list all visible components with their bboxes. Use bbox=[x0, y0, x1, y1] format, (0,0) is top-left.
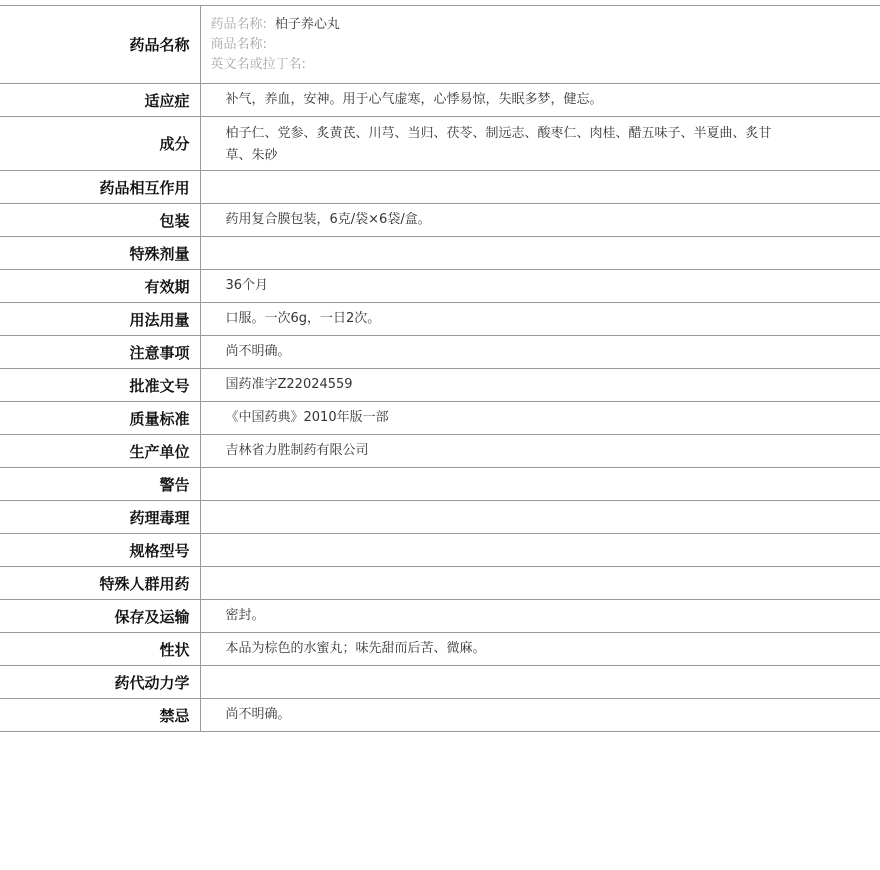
latin-name-line bbox=[211, 55, 880, 75]
row-value bbox=[200, 534, 880, 567]
row-value: 尚不明确。 bbox=[200, 336, 880, 369]
row-label: 规格型号 bbox=[0, 534, 200, 567]
row-label: 特殊人群用药 bbox=[0, 567, 200, 600]
row-storage bbox=[0, 600, 880, 633]
row-contraindications bbox=[0, 699, 880, 732]
row-indications bbox=[0, 84, 880, 117]
row-label: 成分 bbox=[0, 117, 200, 171]
row-value bbox=[200, 567, 880, 600]
row-approval-number bbox=[0, 369, 880, 402]
row-value: 本品为棕色的水蜜丸；味先甜而后苦、微麻。 bbox=[200, 633, 880, 666]
row-precautions bbox=[0, 336, 880, 369]
row-quality-standard bbox=[0, 402, 880, 435]
drug-names-row bbox=[0, 6, 880, 84]
row-shelf-life bbox=[0, 270, 880, 303]
row-value: 《中国药典》2010年版一部 bbox=[200, 402, 880, 435]
row-value: 口服。一次6g，一日2次。 bbox=[200, 303, 880, 336]
drug-info-table bbox=[0, 5, 880, 732]
row-specification bbox=[0, 534, 880, 567]
row-warning bbox=[0, 468, 880, 501]
row-label: 保存及运输 bbox=[0, 600, 200, 633]
row-value: 药用复合膜包装，6克/袋×6袋/盒。 bbox=[200, 204, 880, 237]
row-value: 吉林省力胜制药有限公司 bbox=[200, 435, 880, 468]
row-label: 特殊剂量 bbox=[0, 237, 200, 270]
row-manufacturer bbox=[0, 435, 880, 468]
row-value bbox=[200, 501, 880, 534]
row-pharmacology bbox=[0, 501, 880, 534]
latin-name-key: 英文名或拉丁名: bbox=[210, 56, 306, 72]
row-dosage bbox=[0, 303, 880, 336]
drug-names-cell bbox=[200, 6, 880, 84]
row-value bbox=[200, 171, 880, 204]
row-value: 尚不明确。 bbox=[200, 699, 880, 732]
row-pharmacokinetics bbox=[0, 666, 880, 699]
row-value bbox=[200, 237, 880, 270]
trade-name-line bbox=[211, 35, 880, 55]
row-value bbox=[200, 666, 880, 699]
row-label: 批准文号 bbox=[0, 369, 200, 402]
row-label: 注意事项 bbox=[0, 336, 200, 369]
row-value bbox=[200, 117, 880, 171]
row-ingredients bbox=[0, 117, 880, 171]
row-label: 药品相互作用 bbox=[0, 171, 200, 204]
row-label: 药代动力学 bbox=[0, 666, 200, 699]
row-value: 国药准字Z22024559 bbox=[200, 369, 880, 402]
row-description bbox=[0, 633, 880, 666]
row-label: 警告 bbox=[0, 468, 200, 501]
row-label: 药理毒理 bbox=[0, 501, 200, 534]
generic-name-value: 柏子养心丸 bbox=[274, 16, 340, 32]
row-special-dosage bbox=[0, 237, 880, 270]
row-label: 用法用量 bbox=[0, 303, 200, 336]
row-label: 生产单位 bbox=[0, 435, 200, 468]
row-special-populations bbox=[0, 567, 880, 600]
row-value: 补气，养血，安神。用于心气虚寒，心悸易惊，失眠多梦，健忘。 bbox=[200, 84, 880, 117]
row-label: 有效期 bbox=[0, 270, 200, 303]
row-label: 适应症 bbox=[0, 84, 200, 117]
row-label: 包装 bbox=[0, 204, 200, 237]
row-value: 36个月 bbox=[200, 270, 880, 303]
drug-name-label: 药品名称 bbox=[0, 6, 200, 84]
row-value: 密封。 bbox=[200, 600, 880, 633]
generic-name-line bbox=[211, 15, 880, 35]
row-label: 禁忌 bbox=[0, 699, 200, 732]
row-interactions bbox=[0, 171, 880, 204]
row-label: 性状 bbox=[0, 633, 200, 666]
row-value bbox=[200, 468, 880, 501]
ingredients-text: 柏子仁、党参、炙黄芪、川芎、当归、茯苓、制远志、酸枣仁、肉桂、醋五味子、半夏曲、炙甘草、朱砂 bbox=[225, 125, 772, 163]
generic-name-key: 药品名称: bbox=[210, 16, 267, 32]
trade-name-key: 商品名称: bbox=[210, 36, 267, 52]
row-packaging bbox=[0, 204, 880, 237]
row-label: 质量标准 bbox=[0, 402, 200, 435]
